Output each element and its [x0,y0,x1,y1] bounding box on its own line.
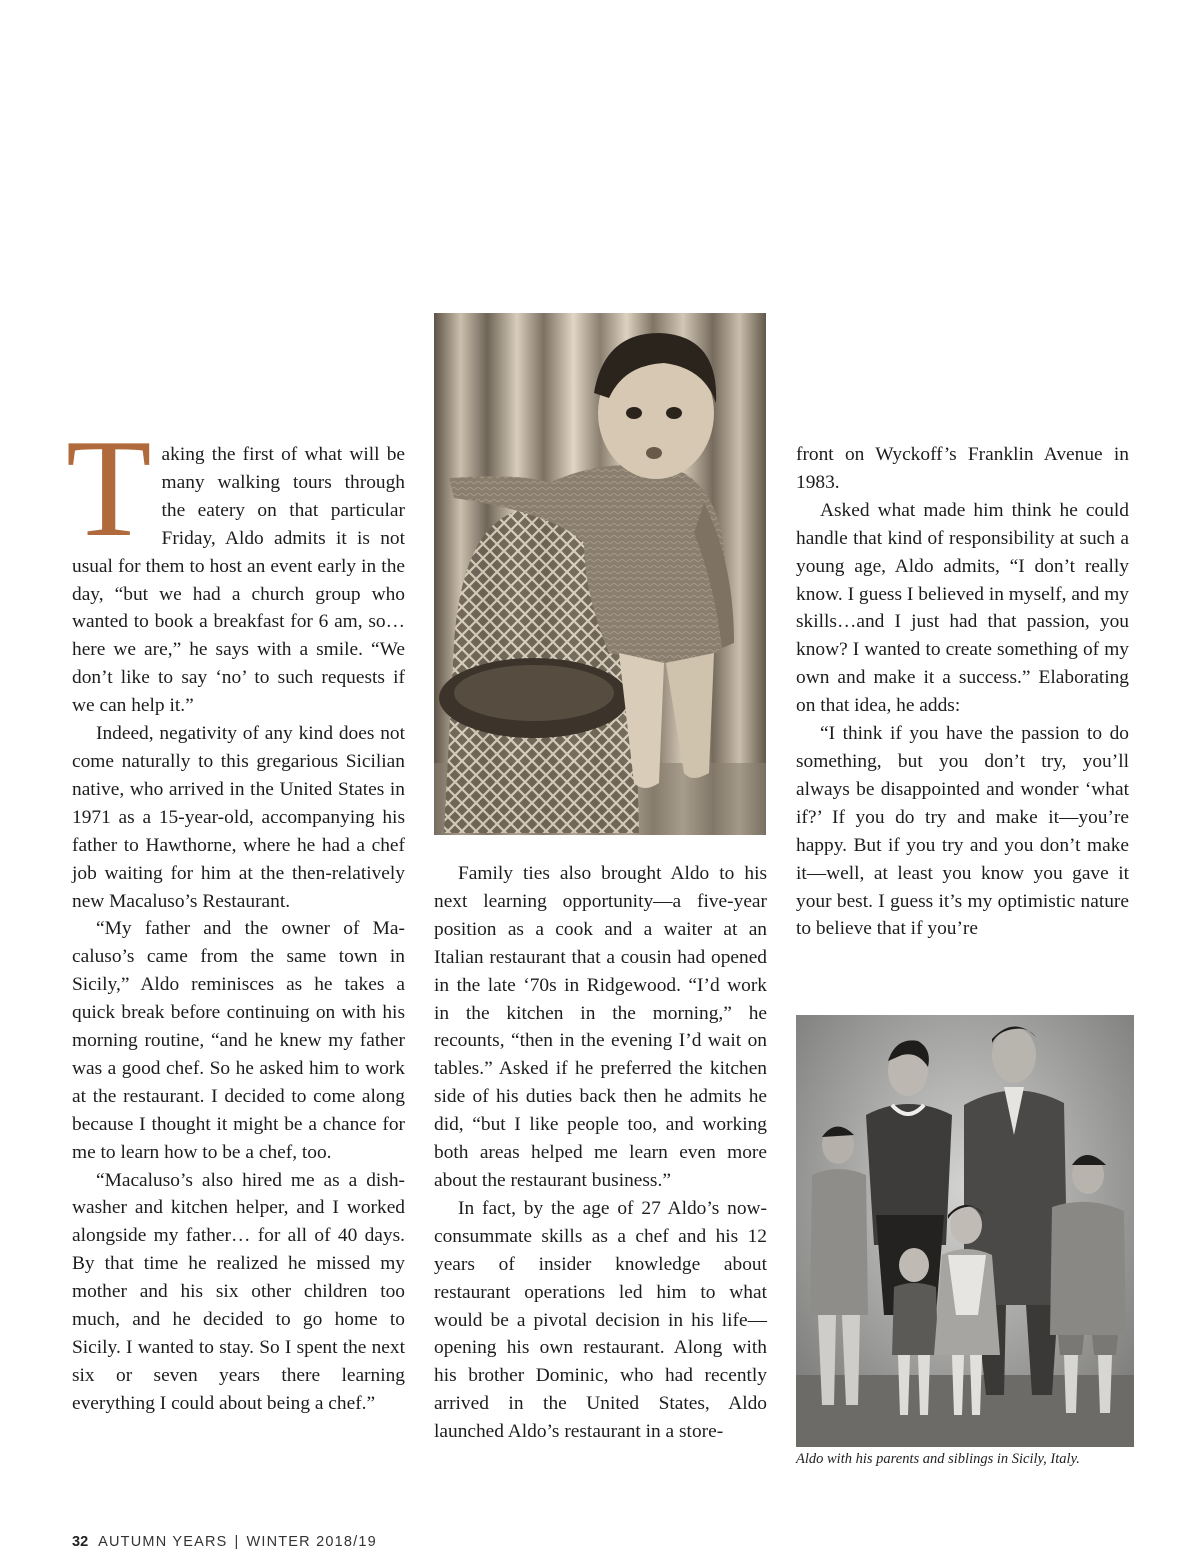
article-paragraph: Family ties also brought Aldo to his next learning opportunity—a five-year position as a cook and a waiter at an Italian restaurant that a cousin had opened in the late ‘70s in Ridgewood. “I’d work in the kitchen in the morning,” he recounts, “then in the evening I’d wait on tables.” Asked if he preferred the kitchen side of his duties back then he admits he did, “but I like people too, and working both areas helped me learn even more about the restaurant business.” [434,863,767,1191]
article-paragraph: front on Wyckoff’s Franklin Avenue in 1983. [796,444,1129,493]
paragraph-text: aking the first of what will be many walking tours through the eatery on that particular Friday, Aldo admits it is not usual for them to host an event early in the day, “but we had a church group who wanted to book a breakfast for 6 am, so… here we are,” he says with a smile. “We don’t like to say ‘no’ to such requests if we can help it.” [72,444,405,717]
article-paragraph: “I think if you have the passion to do something, but you don’t try, you’ll always be disappointed and wonder ‘what if?’ If you do try and make it—you’re happy. But if you try and you don’t make it—well, at least you know you gave it your best. I guess it’s my optimistic nature to believe that if you’re [796,723,1129,940]
article-column-1 [66,411,405,1418]
photo-caption: Aldo with his parents and siblings in Sicily, Italy. [796,1451,1080,1467]
page-footer [72,1534,377,1550]
article-paragraph: In fact, by the age of 27 Aldo’s now-consummate skills as a chef and his 12 years of insider knowledge about restaurant operations led him to what would be a pivotal decision in his life—opening his own restaurant. Along with his brother Dominic, who had recently arrived in the United States, Aldo launched Aldo’s restaurant in a store- [434,1197,767,1443]
page-number: 32 [72,1534,89,1550]
drop-cap: T [66,411,152,566]
article-column-2 [434,860,767,1446]
article-paragraph: Indeed, negativity of any kind does not come naturally to this gregarious Sicilian native, who arrived in the United States in 1971 as a 15-year-old, accompanying his father to Hawthorne, where he had a chef job waiting for him at the then-relatively new Macaluso’s Restaurant. [72,723,405,912]
family-photo [796,1015,1134,1447]
footer-separator: | [234,1534,240,1550]
article-column-3 [796,441,1129,943]
article-paragraph [66,411,405,720]
baby-photo [434,313,766,835]
magazine-name: AUTUMN YEARS [98,1534,228,1550]
article-paragraph: Asked what made him think he could handle that kind of responsibility at such a young age, Aldo admits, “I don’t really know. I guess I believed in myself, and my skills…and I just had that passion, you know? I wanted to create something of my own and make it a success.” Elaborating on that idea, he adds: [796,499,1129,717]
article-paragraph: “My father and the owner of Macaluso’s came from the same town in Sicily,” Aldo reminisces as he takes a quick break before continuing on with his morning routine, “and he knew my father was a good chef. So he asked him to work at the restaurant. I decided to come along because I thought it might be a chance for me to learn how to be a chef, too. [72,918,405,1163]
issue-date: WINTER 2018/19 [246,1534,377,1550]
article-paragraph: “Macaluso’s also hired me as a dishwasher and kitchen helper, and I worked alongside my father… for all of 40 days. By that time he realized he missed my mother and his six other children too much, and he decided to go home to Sicily. I wanted to stay. So I spent the next six or seven years there learning everything I could about being a chef.” [72,1169,405,1414]
